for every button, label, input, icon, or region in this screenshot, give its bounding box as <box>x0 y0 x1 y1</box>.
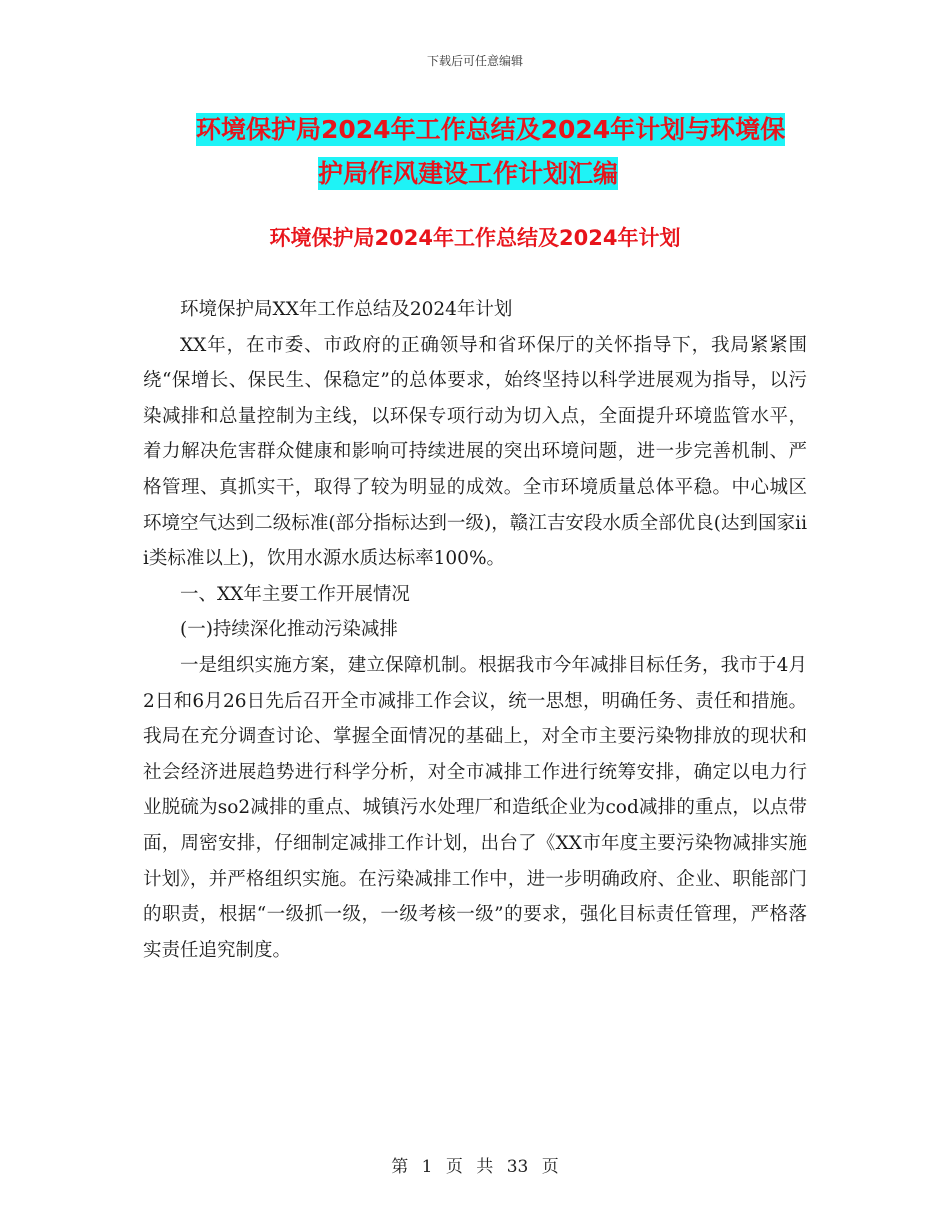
page-footer <box>0 1152 950 1177</box>
paragraph: XX年，在市委、市政府的正确领导和省环保厅的关怀指导下，我局紧紧围绕“保增长、保民生、保稳定”的总体要求，始终坚持以科学进展观为指导，以污染减排和总量控制为主线，以环保专项行动为切入点，全面提升环境监管水平，着力解决危害群众健康和影响可持续进展的突出环境问题，进一步完善机制、严格管理、真抓实干，取得了较为明显的成效。全市环境质量总体平稳。中心城区环境空气达到二级标准(部分指标达到一级)，赣江吉安段水质全部优良(达到国家iii类标准以上)，饮用水源水质达标率100%。 <box>143 334 807 570</box>
header-note: 下载后可任意编辑 <box>426 54 523 68</box>
title-line-1: 环境保护局2024年工作总结及2024年计划与环境保 <box>196 115 786 144</box>
section-title: 环境保护局2024年工作总结及2024年计划 <box>269 226 681 250</box>
paragraph: 一、XX年主要工作开展情况 <box>180 583 410 605</box>
document-title <box>178 108 818 196</box>
footer-total-label: 共 <box>476 1157 494 1177</box>
paragraph: (一)持续深化推动污染减排 <box>180 619 398 641</box>
footer-prefix: 第 <box>391 1157 409 1177</box>
body-text <box>143 292 807 968</box>
footer-suffix: 页 <box>541 1157 559 1177</box>
paragraph: 一是组织实施方案，建立保障机制。根据我市今年减排目标任务，我市于4月2日和6月26日先后召开全市减排工作会议，统一思想，明确任务、责任和措施。我局在充分调查讨论、掌握全面情况的基础上，对全市主要污染物排放的现状和社会经济进展趋势进行科学分析，对全市减排工作进行统筹安排，确定以电力行业脱硫为so2减排的重点、城镇污水处理厂和造纸企业为cod减排的重点，以点带面，周密安排，仔细制定减排工作计划，出台了《XX市年度主要污染物减排实施计划》，并严格组织实施。在污染减排工作中，进一步明确政府、企业、职能部门的职责，根据“一级抓一级，一级考核一级”的要求，强化目标责任管理，严格落实责任追究制度。 <box>143 654 807 961</box>
title-line-2: 护局作风建设工作计划汇编 <box>318 159 619 188</box>
page-number: 1 <box>421 1157 433 1177</box>
footer-mid: 页 <box>445 1157 463 1177</box>
paragraph: 环境保护局XX年工作总结及2024年计划 <box>180 299 513 320</box>
page-total: 33 <box>506 1157 529 1177</box>
